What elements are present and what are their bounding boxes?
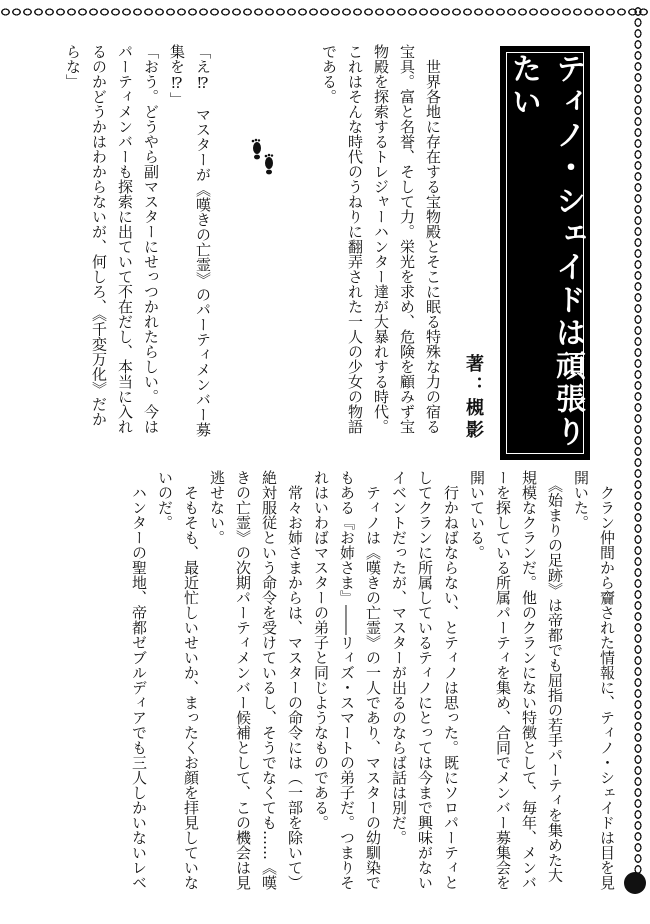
body-paragraph: 常々お姉さまからは、マスターの命令には（一部を除いて）絶対服従という命令を受けているし、そうでなくても……《嘆きの亡霊》の次期パーティメンバー候補として、この機会は見逃せない。 [208, 470, 304, 890]
chain-border-top [0, 6, 650, 18]
intro-paragraph [296, 44, 446, 440]
body-paragraph: 《始まりの足跡》は帝都でも屈指の若手パーティを集めた大規模なクランだ。他のクランにない特徴として、毎年、メンバーを探している所属パーティを集め、合同でメンバー募集会を開いている。 [468, 470, 564, 890]
footprints-icon [248, 138, 278, 178]
dialogue-line: 「おう。どうやら副マスターにせっつかれたらしい。今はパーティメンバーも探索に出ていて不在だし、本当に入れるのかどうかはわからないが、何しろ、《千変万化》だからな」 [64, 44, 160, 434]
chain-end-ornament [624, 872, 646, 894]
dialogue-line: 「え⁉ マスターが《嘆きの亡霊》のパーティメンバー募集を⁉」 [168, 44, 212, 437]
chain-border-right [632, 6, 644, 886]
body-paragraph: ハンターの聖地、帝都ゼブルディアでも三人しかいないレベ [130, 470, 148, 890]
body-paragraph: クラン仲間から齎された情報に、ティノ・シェイドは目を見開いた。 [572, 470, 616, 890]
dialogue-section [28, 44, 216, 440]
title-box-inner [506, 52, 584, 454]
page-title: ティノ・シェイドは頑張りたい [506, 53, 585, 449]
body-paragraph: 行かねばならない、とティノは思った。既にソロパーティとしてクランに所属しているティノにとっては今まで興味がないイベントだったが、マスターが出るのならば話は別だ。 [390, 470, 460, 890]
title-box [500, 46, 590, 460]
body-paragraph: そもそも、最近忙しいせいか、まったくお顔を拝見していないのだ。 [156, 470, 200, 890]
body-text [28, 470, 620, 890]
author-credit: 著：槻影 [463, 354, 484, 442]
intro-text: 世界各地に存在する宝物殿とそこに眠る特殊な力の宿る宝具。富と名誉、そして力。栄光を求め、危険を顧みず宝物殿を探索するトレジャーハンター達が大暴れする時代。これはそんな時代のうねりに翻弄された一人の少女の物語である。 [320, 44, 442, 434]
body-paragraph: ティノは《嘆きの亡霊》の一人であり、マスターの幼馴染でもある『お姉さま』――リィズ・スマートの弟子だ。つまりそれはいわばマスターの弟子と同じようなものである。 [312, 470, 382, 890]
